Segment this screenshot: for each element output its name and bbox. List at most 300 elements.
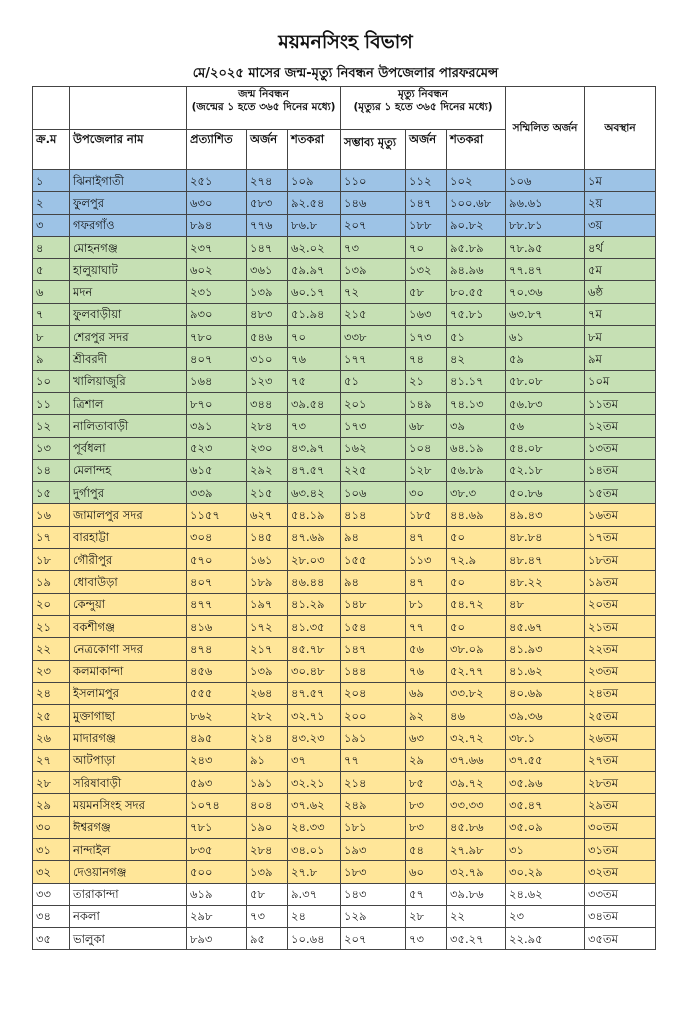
cell-birth-percent: ৪৩.৯৭	[288, 437, 341, 459]
cell-upazila-name: নান্দাইল	[70, 838, 187, 860]
cell-position: ৪র্থ	[585, 236, 656, 258]
table-body	[33, 170, 656, 950]
cell-death-percent: ৩৭.৬৬	[447, 749, 506, 771]
cell-position: ১০ম	[585, 370, 656, 392]
cell-upazila-name: মোহনগঞ্জ	[70, 236, 187, 258]
table-row	[33, 928, 656, 950]
cell-birth-achieved: ১৭২	[247, 615, 288, 637]
cell-possible-death: ১৯৩	[341, 838, 406, 860]
cell-position: ২০তম	[585, 593, 656, 615]
cell-upazila-name: ময়মনসিংহ সদর	[70, 794, 187, 816]
cell-combined: ২৪.৬২	[506, 883, 585, 905]
cell-death-achieved: ৮৩	[406, 816, 447, 838]
cell-combined: ৫৯	[506, 348, 585, 370]
cell-position: ২৯তম	[585, 794, 656, 816]
table-row	[33, 392, 656, 414]
cell-expected: ১০৭৪	[187, 794, 247, 816]
cell-expected: ৭৮০	[187, 326, 247, 348]
cell-combined: ৪৮.৮৪	[506, 526, 585, 548]
cell-serial: ২২	[33, 638, 70, 660]
table-row	[33, 259, 656, 281]
cell-possible-death: ১৫৫	[341, 549, 406, 571]
cell-combined: ৫০.৮৬	[506, 482, 585, 504]
cell-birth-percent: ৩৯.৫৪	[288, 392, 341, 414]
cell-expected: ২৯৮	[187, 905, 247, 927]
cell-birth-percent: ২৪	[288, 905, 341, 927]
cell-upazila-name: মদন	[70, 281, 187, 303]
cell-serial: ১৪	[33, 459, 70, 481]
cell-position: ১৩তম	[585, 437, 656, 459]
table-row	[33, 660, 656, 682]
cell-possible-death: ১৭৭	[341, 348, 406, 370]
cell-death-achieved: ২১	[406, 370, 447, 392]
table-row	[33, 883, 656, 905]
cell-birth-percent: ৩৭.৬২	[288, 794, 341, 816]
cell-expected: ৫২৩	[187, 437, 247, 459]
death-group-note: (মৃত্যুর ১ হতে ৩৬৫ দিনের মধ্যে)	[353, 101, 493, 114]
cell-expected: ৫৯৩	[187, 772, 247, 794]
cell-combined: ৯৬.৬১	[506, 192, 585, 214]
cell-death-percent: ৫৬.৮৯	[447, 459, 506, 481]
cell-upazila-name: গৌরীপুর	[70, 549, 187, 571]
cell-expected: ৪৫৬	[187, 660, 247, 682]
cell-serial: ৩৪	[33, 905, 70, 927]
cell-combined: ৬৩.৮৭	[506, 303, 585, 325]
table-row	[33, 482, 656, 504]
cell-combined: ৪০.৬৯	[506, 682, 585, 704]
cell-death-achieved: ২৯	[406, 749, 447, 771]
cell-birth-percent: ৬২.০২	[288, 236, 341, 258]
cell-birth-achieved: ৭৩	[247, 905, 288, 927]
cell-birth-achieved: ৩১০	[247, 348, 288, 370]
cell-possible-death: ১২৯	[341, 905, 406, 927]
cell-death-percent: ৩৯.৭২	[447, 772, 506, 794]
cell-death-achieved: ৮৩	[406, 794, 447, 816]
cell-expected: ৪৯৫	[187, 727, 247, 749]
cell-serial: ৮	[33, 326, 70, 348]
birth-group-note: (জন্মের ১ হতে ৩৬৫ দিনের মধ্যে)	[191, 101, 336, 114]
table-row	[33, 772, 656, 794]
cell-birth-achieved: ২৮২	[247, 705, 288, 727]
cell-birth-achieved: ১৩৯	[247, 281, 288, 303]
cell-death-percent: ৩৮.০৯	[447, 638, 506, 660]
cell-serial: ২০	[33, 593, 70, 615]
cell-death-achieved: ৬৯	[406, 682, 447, 704]
cell-combined: ৩০.২৯	[506, 861, 585, 883]
table-row	[33, 615, 656, 637]
cell-death-achieved: ১৬৩	[406, 303, 447, 325]
cell-birth-percent: ৫৪.১৯	[288, 504, 341, 526]
cell-expected: ২৩৭	[187, 236, 247, 258]
cell-death-achieved: ১৩২	[406, 259, 447, 281]
cell-possible-death: ১৯১	[341, 727, 406, 749]
cell-position: ৩৫তম	[585, 928, 656, 950]
table-row	[33, 526, 656, 548]
cell-birth-achieved: ১৪৭	[247, 236, 288, 258]
cell-possible-death: ৫১	[341, 370, 406, 392]
cell-possible-death: ২০৭	[341, 214, 406, 236]
cell-birth-percent: ৩২.৭১	[288, 705, 341, 727]
cell-expected: ১৬৪	[187, 370, 247, 392]
cell-position: ৩য়	[585, 214, 656, 236]
cell-upazila-name: তারাকান্দা	[70, 883, 187, 905]
cell-death-achieved: ৮৫	[406, 772, 447, 794]
cell-upazila-name: মুক্তাগাছা	[70, 705, 187, 727]
cell-expected: ৪৭৭	[187, 593, 247, 615]
cell-combined: ১০৬	[506, 170, 585, 192]
cell-combined: ২২.৯৫	[506, 928, 585, 950]
cell-combined: ৫৬	[506, 415, 585, 437]
cell-death-achieved: ৫৪	[406, 838, 447, 860]
cell-position: ৩২তম	[585, 861, 656, 883]
cell-possible-death: ১৫৪	[341, 615, 406, 637]
cell-upazila-name: বকশীগঞ্জ	[70, 615, 187, 637]
table-row	[33, 794, 656, 816]
cell-birth-percent: ৪৭.৬৯	[288, 526, 341, 548]
cell-birth-percent: ২৮.০৩	[288, 549, 341, 571]
cell-upazila-name: জামালপুর সদর	[70, 504, 187, 526]
cell-death-percent: ১০০.৬৮	[447, 192, 506, 214]
cell-position: ২২তম	[585, 638, 656, 660]
cell-birth-percent: ৬৩.৪২	[288, 482, 341, 504]
cell-birth-achieved: ২৮৪	[247, 838, 288, 860]
cell-serial: ১	[33, 170, 70, 192]
cell-combined: ৩৯.৩৬	[506, 705, 585, 727]
cell-possible-death: ১৪৪	[341, 660, 406, 682]
cell-upazila-name: মাদারগঞ্জ	[70, 727, 187, 749]
cell-expected: ৪৭৪	[187, 638, 247, 660]
cell-position: ৩৩তম	[585, 883, 656, 905]
cell-birth-percent: ২৭.৮	[288, 861, 341, 883]
cell-position: ৬ষ্ঠ	[585, 281, 656, 303]
cell-upazila-name: কলমাকান্দা	[70, 660, 187, 682]
cell-possible-death: ২০৭	[341, 928, 406, 950]
cell-birth-percent: ৭৫	[288, 370, 341, 392]
cell-possible-death: ১৬২	[341, 437, 406, 459]
cell-possible-death: ২২৫	[341, 459, 406, 481]
cell-death-percent: ৪১.১৭	[447, 370, 506, 392]
cell-serial: ৩	[33, 214, 70, 236]
cell-expected: ২৪৩	[187, 749, 247, 771]
cell-birth-percent: ৩৪.০১	[288, 838, 341, 860]
cell-possible-death: ২০০	[341, 705, 406, 727]
cell-combined: ৫২.১৮	[506, 459, 585, 481]
header-serial: ক্র.ম	[33, 130, 70, 170]
cell-serial: ৩৩	[33, 883, 70, 905]
cell-upazila-name: দেওয়ানগঞ্জ	[70, 861, 187, 883]
cell-serial: ১৩	[33, 437, 70, 459]
cell-birth-achieved: ২১৫	[247, 482, 288, 504]
cell-death-percent: ৩৯	[447, 415, 506, 437]
birth-group-label: জন্ম নিবন্ধন	[238, 88, 289, 100]
cell-death-percent: ২৭.৯৮	[447, 838, 506, 860]
cell-death-achieved: ৮১	[406, 593, 447, 615]
cell-serial: ১০	[33, 370, 70, 392]
table-row	[33, 816, 656, 838]
cell-position: ২৮তম	[585, 772, 656, 794]
cell-birth-percent: ৯.৩৭	[288, 883, 341, 905]
cell-expected: ১১৫৭	[187, 504, 247, 526]
cell-serial: ১২	[33, 415, 70, 437]
cell-upazila-name: গফরগাঁও	[70, 214, 187, 236]
cell-birth-percent: ৭৬	[288, 348, 341, 370]
table-row	[33, 281, 656, 303]
cell-birth-percent: ৪৬.৪৪	[288, 571, 341, 593]
cell-combined: ৭০.৩৬	[506, 281, 585, 303]
cell-death-percent: ৭২.৯	[447, 549, 506, 571]
cell-death-percent: ১০২	[447, 170, 506, 192]
cell-position: ২৭তম	[585, 749, 656, 771]
table-row	[33, 861, 656, 883]
cell-combined: ৬১	[506, 326, 585, 348]
cell-combined: ৩৭.৫৫	[506, 749, 585, 771]
cell-expected: ২৩১	[187, 281, 247, 303]
header-death-registration	[341, 87, 506, 130]
cell-birth-achieved: ২৯২	[247, 459, 288, 481]
cell-birth-percent: ৫৯.৯৭	[288, 259, 341, 281]
cell-serial: ৬	[33, 281, 70, 303]
table-row	[33, 593, 656, 615]
cell-expected: ৪১৬	[187, 615, 247, 637]
cell-birth-achieved: ৭৭৬	[247, 214, 288, 236]
cell-expected: ৩৩৯	[187, 482, 247, 504]
cell-upazila-name: ঝিনাইগাতী	[70, 170, 187, 192]
cell-upazila-name: ফুলবাড়ীয়া	[70, 303, 187, 325]
cell-birth-percent: ৯২.৫৪	[288, 192, 341, 214]
cell-position: ২য়	[585, 192, 656, 214]
cell-serial: ২১	[33, 615, 70, 637]
cell-death-percent: ৩৩.৩৩	[447, 794, 506, 816]
cell-death-achieved: ১৭৩	[406, 326, 447, 348]
cell-birth-percent: ৫১.৯৪	[288, 303, 341, 325]
cell-death-achieved: ১৪৭	[406, 192, 447, 214]
cell-death-percent: ৩৮.৩	[447, 482, 506, 504]
cell-combined: ৪৮	[506, 593, 585, 615]
cell-death-percent: ৬৪.১৯	[447, 437, 506, 459]
cell-death-percent: ৫২.৭৭	[447, 660, 506, 682]
cell-death-achieved: ৫৭	[406, 883, 447, 905]
cell-upazila-name: নকলা	[70, 905, 187, 927]
cell-expected: ২৫১	[187, 170, 247, 192]
cell-death-percent: ৮০.৫৫	[447, 281, 506, 303]
cell-death-percent: ৪৬	[447, 705, 506, 727]
cell-upazila-name: ঈশ্বরগঞ্জ	[70, 816, 187, 838]
cell-birth-percent: ৭০	[288, 326, 341, 348]
cell-birth-achieved: ২৩০	[247, 437, 288, 459]
cell-upazila-name: মেলান্দহ	[70, 459, 187, 481]
cell-combined: ৩৫.০৯	[506, 816, 585, 838]
cell-combined: ২৩	[506, 905, 585, 927]
cell-serial: ২৪	[33, 682, 70, 704]
cell-expected: ৯৩০	[187, 303, 247, 325]
cell-serial: ৩৫	[33, 928, 70, 950]
cell-position: ৭ম	[585, 303, 656, 325]
cell-possible-death: ৩৩৮	[341, 326, 406, 348]
cell-death-percent: ৩৫.২৭	[447, 928, 506, 950]
cell-death-achieved: ৬৮	[406, 415, 447, 437]
header-expected: প্রত্যাশিত	[187, 130, 247, 170]
cell-upazila-name: দুর্গাপুর	[70, 482, 187, 504]
table-row	[33, 682, 656, 704]
cell-death-achieved: ৪৭	[406, 526, 447, 548]
cell-position: ২৬তম	[585, 727, 656, 749]
cell-combined: ৪৫.৬৭	[506, 615, 585, 637]
cell-position: ১৮তম	[585, 549, 656, 571]
table-row	[33, 415, 656, 437]
cell-possible-death: ৪১৪	[341, 504, 406, 526]
header-birth-percent: শতকরা	[288, 130, 341, 170]
cell-possible-death: ১৮১	[341, 816, 406, 838]
cell-combined: ৫৬.৮৩	[506, 392, 585, 414]
table-row	[33, 549, 656, 571]
cell-combined: ৭৮.৯৫	[506, 236, 585, 258]
cell-death-achieved: ৭৬	[406, 660, 447, 682]
cell-possible-death: ২০১	[341, 392, 406, 414]
cell-combined: ৩৮.১	[506, 727, 585, 749]
cell-birth-percent: ১০.৬৪	[288, 928, 341, 950]
cell-birth-achieved: ৯১	[247, 749, 288, 771]
table-row	[33, 459, 656, 481]
cell-expected: ৬৩০	[187, 192, 247, 214]
cell-birth-achieved: ১৯০	[247, 816, 288, 838]
header-blank-name	[70, 87, 187, 130]
cell-birth-achieved: ৫৮৩	[247, 192, 288, 214]
cell-death-achieved: ৬০	[406, 861, 447, 883]
cell-birth-percent: ৪৭.৫৭	[288, 459, 341, 481]
cell-position: ১৬তম	[585, 504, 656, 526]
table-row	[33, 504, 656, 526]
cell-upazila-name: নেত্রকোণা সদর	[70, 638, 187, 660]
cell-birth-achieved: ৫৪৬	[247, 326, 288, 348]
table-row	[33, 838, 656, 860]
cell-birth-percent: ৪১.২৯	[288, 593, 341, 615]
cell-birth-percent: ৪৫.৭৮	[288, 638, 341, 660]
cell-birth-achieved: ২১৪	[247, 727, 288, 749]
cell-serial: ৫	[33, 259, 70, 281]
cell-serial: ১৬	[33, 504, 70, 526]
cell-expected: ৬১৫	[187, 459, 247, 481]
cell-upazila-name: নালিতাবাড়ী	[70, 415, 187, 437]
cell-combined: ৪১.৬২	[506, 660, 585, 682]
cell-birth-achieved: ২৮৪	[247, 415, 288, 437]
cell-upazila-name: সরিষাবাড়ী	[70, 772, 187, 794]
cell-serial: ৯	[33, 348, 70, 370]
cell-expected: ৮৬২	[187, 705, 247, 727]
cell-serial: ২৬	[33, 727, 70, 749]
cell-upazila-name: শ্রীবরদী	[70, 348, 187, 370]
cell-serial: ৩১	[33, 838, 70, 860]
cell-expected: ৮৯৪	[187, 214, 247, 236]
table-row	[33, 705, 656, 727]
cell-expected: ৬১৯	[187, 883, 247, 905]
cell-death-percent: ৫০	[447, 526, 506, 548]
performance-table	[32, 86, 656, 950]
cell-expected: ৪০৭	[187, 571, 247, 593]
cell-birth-achieved: ২৭৪	[247, 170, 288, 192]
cell-serial: ১৯	[33, 571, 70, 593]
header-row-groups	[33, 87, 656, 130]
cell-birth-achieved: ১৯৭	[247, 593, 288, 615]
cell-serial: ৪	[33, 236, 70, 258]
cell-position: ১৪তম	[585, 459, 656, 481]
cell-position: ৯ম	[585, 348, 656, 370]
cell-upazila-name: ধোবাউড়া	[70, 571, 187, 593]
table-row	[33, 303, 656, 325]
cell-position: ২৩তম	[585, 660, 656, 682]
cell-expected: ৮৭০	[187, 392, 247, 414]
cell-birth-achieved: ৬২৭	[247, 504, 288, 526]
cell-possible-death: ২১৫	[341, 303, 406, 325]
table-row	[33, 236, 656, 258]
cell-expected: ৪০৭	[187, 348, 247, 370]
cell-combined: ৫৪.০৮	[506, 437, 585, 459]
cell-serial: ৩২	[33, 861, 70, 883]
cell-birth-achieved: ১৩৯	[247, 660, 288, 682]
cell-possible-death: ১৪৬	[341, 192, 406, 214]
header-combined-achievement: সম্মিলিত অর্জন	[506, 87, 585, 170]
table-row	[33, 749, 656, 771]
cell-expected: ৭৮১	[187, 816, 247, 838]
cell-serial: ১১	[33, 392, 70, 414]
cell-combined: ৩৫.৪৭	[506, 794, 585, 816]
table-row	[33, 727, 656, 749]
cell-expected: ৬০২	[187, 259, 247, 281]
cell-position: ১৫তম	[585, 482, 656, 504]
header-birth-registration	[187, 87, 341, 130]
cell-possible-death: ১৩৯	[341, 259, 406, 281]
table-row	[33, 370, 656, 392]
cell-position: ১৯তম	[585, 571, 656, 593]
cell-expected: ৫০০	[187, 861, 247, 883]
cell-birth-achieved: ১৬১	[247, 549, 288, 571]
cell-birth-achieved: ১২৩	[247, 370, 288, 392]
table-row	[33, 571, 656, 593]
cell-combined: ৩৫.৯৬	[506, 772, 585, 794]
cell-possible-death: ১০৬	[341, 482, 406, 504]
cell-serial: ১৮	[33, 549, 70, 571]
table-row	[33, 214, 656, 236]
cell-position: ৩০তম	[585, 816, 656, 838]
cell-birth-achieved: ৫৮	[247, 883, 288, 905]
header-position: অবস্থান	[585, 87, 656, 170]
table-row	[33, 170, 656, 192]
cell-birth-achieved: ১৩৯	[247, 861, 288, 883]
cell-serial: ১৭	[33, 526, 70, 548]
cell-position: ১৭তম	[585, 526, 656, 548]
cell-upazila-name: ভালুকা	[70, 928, 187, 950]
cell-upazila-name: আটপাড়া	[70, 749, 187, 771]
cell-serial: ৭	[33, 303, 70, 325]
table-row	[33, 437, 656, 459]
cell-birth-achieved: ৩৬১	[247, 259, 288, 281]
cell-death-percent: ২২	[447, 905, 506, 927]
cell-death-percent: ৫০	[447, 615, 506, 637]
cell-birth-percent: ৩০.৪৮	[288, 660, 341, 682]
cell-upazila-name: ইসলামপুর	[70, 682, 187, 704]
cell-birth-achieved: ৪৮৩	[247, 303, 288, 325]
cell-death-percent: ৫৪.৭২	[447, 593, 506, 615]
cell-combined: ৪৯.৪৩	[506, 504, 585, 526]
cell-death-achieved: ৭০	[406, 236, 447, 258]
cell-birth-achieved: ৯৫	[247, 928, 288, 950]
cell-death-percent: ৩২.৭৯	[447, 861, 506, 883]
cell-serial: ২৮	[33, 772, 70, 794]
cell-birth-achieved: ২১৭	[247, 638, 288, 660]
cell-birth-achieved: ২৬৪	[247, 682, 288, 704]
page-title: ময়মনসিংহ বিভাগ	[278, 31, 413, 53]
cell-serial: ২৫	[33, 705, 70, 727]
cell-death-achieved: ৭৪	[406, 348, 447, 370]
